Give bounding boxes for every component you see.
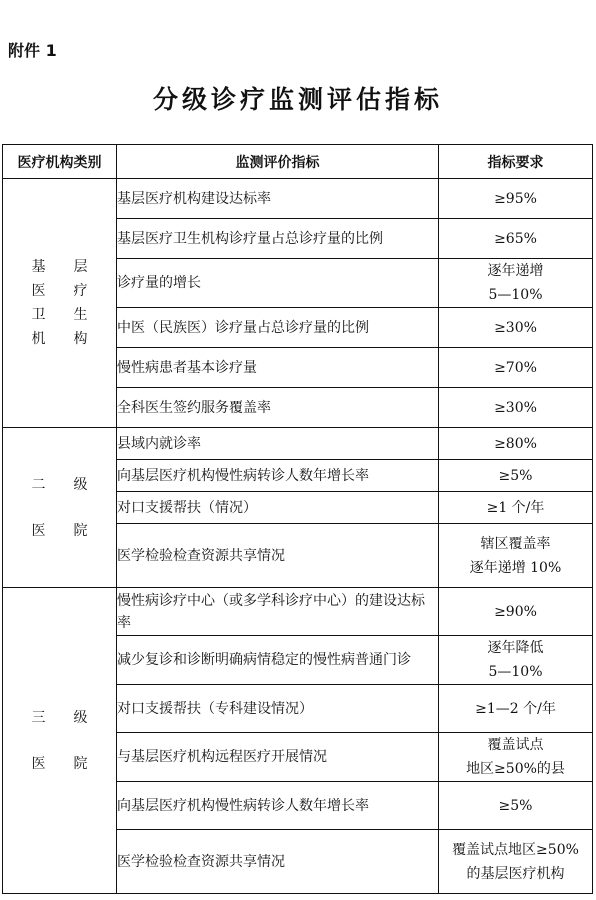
indicator-cell: 对口支援帮扶（专科建设情况） <box>117 685 439 733</box>
requirement-line: 逐年递增 <box>487 263 544 279</box>
requirement-cell <box>439 636 593 685</box>
indicator-cell: 对口支援帮扶（情况） <box>117 492 439 524</box>
indicator-cell: 中医（民族医）诊疗量占总诊疗量的比例 <box>117 308 439 348</box>
requirement-line: 5—10% <box>488 287 543 303</box>
indicator-cell: 与基层医疗机构远程医疗开展情况 <box>117 733 439 782</box>
indicator-cell: 全科医生签约服务覆盖率 <box>117 388 439 428</box>
requirement-line: ≥95% <box>494 190 537 207</box>
requirement-line: ≥1 个/年 <box>486 499 545 516</box>
requirement-cell <box>439 308 593 348</box>
requirement-line: ≥5% <box>498 467 533 484</box>
requirement-cell <box>439 259 593 308</box>
requirement-cell <box>439 428 593 460</box>
indicator-cell: 医学检验检查资源共享情况 <box>117 830 439 894</box>
indicator-table <box>2 144 593 894</box>
requirement-line: ≥80% <box>494 435 537 452</box>
requirement-line: ≥1—2 个/年 <box>475 700 556 717</box>
category-line: 医 院 <box>31 755 88 772</box>
category-line: 三 级 <box>31 709 88 726</box>
column-header-requirement: 指标要求 <box>439 145 593 179</box>
requirement-cell <box>439 733 593 782</box>
table-header-row <box>3 145 593 179</box>
requirement-cell <box>439 588 593 636</box>
requirement-cell <box>439 492 593 524</box>
indicator-cell: 县域内就诊率 <box>117 428 439 460</box>
requirement-line: 的基层医疗机构 <box>466 865 565 882</box>
requirement-cell <box>439 348 593 388</box>
requirement-cell <box>439 524 593 588</box>
indicator-cell: 向基层医疗机构慢性病转诊人数年增长率 <box>117 782 439 830</box>
attachment-label: 附件 1 <box>8 41 57 60</box>
requirement-line: ≥30% <box>494 319 537 336</box>
indicator-cell: 诊疗量的增长 <box>117 259 439 308</box>
requirement-line: ≥30% <box>494 399 537 416</box>
page-title: 分级诊疗监测评估指标 <box>152 85 443 114</box>
table-row <box>3 179 593 219</box>
column-header-category: 医疗机构类别 <box>3 145 117 179</box>
category-line: 医 院 <box>31 522 88 539</box>
requirement-cell <box>439 219 593 259</box>
requirement-line: 覆盖试点 <box>487 737 544 753</box>
requirement-line: 覆盖试点地区≥50% <box>452 841 579 858</box>
category-line: 机 构 <box>31 331 88 347</box>
category-line: 卫 生 <box>31 307 88 323</box>
indicator-cell: 慢性病患者基本诊疗量 <box>117 348 439 388</box>
requirement-line: 5—10% <box>488 664 543 680</box>
requirement-cell <box>439 460 593 492</box>
requirement-cell <box>439 179 593 219</box>
category-line: 基 层 <box>31 259 88 275</box>
indicator-cell: 减少复诊和诊断明确病情稳定的慢性病普通门诊 <box>117 636 439 685</box>
category-line: 二 级 <box>31 476 88 493</box>
requirement-line: 辖区覆盖率 <box>480 535 551 552</box>
category-cell-tertiary <box>3 588 117 894</box>
category-cell-primary <box>3 179 117 428</box>
column-header-indicator: 监测评价指标 <box>117 145 439 179</box>
requirement-cell <box>439 685 593 733</box>
requirement-line: ≥5% <box>498 797 533 814</box>
requirement-cell <box>439 782 593 830</box>
requirement-line: 逐年递增 10% <box>469 559 562 576</box>
requirement-line: ≥90% <box>494 603 537 620</box>
requirement-line: 逐年降低 <box>487 640 544 656</box>
table-row <box>3 428 593 460</box>
category-line: 医 疗 <box>31 283 88 299</box>
indicator-cell: 慢性病诊疗中心（或多学科诊疗中心）的建设达标率 <box>117 588 439 636</box>
requirement-cell <box>439 388 593 428</box>
requirement-line: 地区≥50%的县 <box>466 761 565 777</box>
indicator-cell: 基层医疗机构建设达标率 <box>117 179 439 219</box>
category-cell-secondary <box>3 428 117 588</box>
indicator-cell: 向基层医疗机构慢性病转诊人数年增长率 <box>117 460 439 492</box>
table-row <box>3 588 593 636</box>
requirement-line: ≥65% <box>494 230 537 247</box>
indicator-cell: 医学检验检查资源共享情况 <box>117 524 439 588</box>
indicator-cell: 基层医疗卫生机构诊疗量占总诊疗量的比例 <box>117 219 439 259</box>
requirement-cell <box>439 830 593 894</box>
requirement-line: ≥70% <box>494 359 537 376</box>
